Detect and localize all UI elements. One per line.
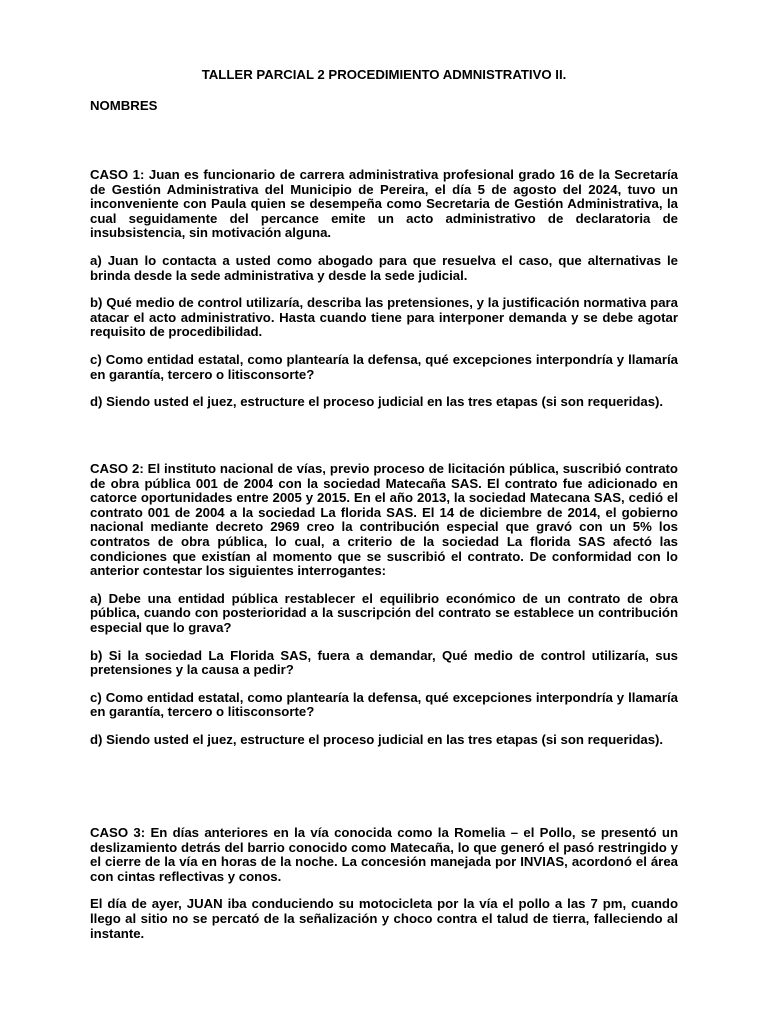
- caso-1-intro: CASO 1: Juan es funcionario de carrera administrativa profesional grado 16 de la Secretaría de Gestión Administrativa del Municipio de Pereira, el día 5 de agosto del 2024, tuvo un inconveniente con Paula quien se desempeña como Secretaria de Gestión Administrativa, la cual seguidamente del percance emite un acto administrativo de declaratoria de insubsistencia, sin motivación alguna.: [90, 167, 678, 241]
- caso-3-paragraph-2: El día de ayer, JUAN iba conduciendo su motocicleta por la vía el pollo a las 7 pm, cuando llego al sitio no se percató de la señalización y choco contra el talud de tierra, falleciendo al instante.: [90, 896, 678, 941]
- caso-2-question-d: d) Siendo usted el juez, estructure el proceso judicial en las tres etapas (si son requeridas).: [90, 731, 664, 747]
- caso-2-question-c: c) Como entidad estatal, como plantearía la defensa, qué excepciones interpondría y llamaría en garantía, tercero o litisconsorte?: [90, 689, 678, 720]
- document-title: TALLER PARCIAL 2 PROCEDIMIENTO ADMNISTRATIVO II.: [201, 67, 567, 82]
- caso-1-question-b: b) Qué medio de control utilizaría, describa las pretensiones, y la justificación normativa para atacar el acto administrativo. Hasta cuando tiene para interponer demanda y se debe agotar requisito de procedibilidad.: [90, 295, 678, 340]
- nombres-label: NOMBRES: [90, 98, 158, 113]
- caso-1-section: [90, 168, 678, 423]
- caso-1-question-c: c) Como entidad estatal, como plantearía la defensa, qué excepciones interpondría y llamaría en garantía, tercero o litisconsorte?: [90, 351, 678, 382]
- caso-2-question-a: a) Debe una entidad pública restablecer el equilibrio económico de un contrato de obra pública, cuando con posterioridad a la suscripción del contrato se establece un contribución especial que lo grava?: [90, 590, 678, 635]
- caso-2-section: [90, 462, 678, 761]
- caso-2-intro: CASO 2: El instituto nacional de vías, previo proceso de licitación pública, suscribió contrato de obra pública 001 de 2004 con la sociedad Matecaña SAS. El contrato fue adicionado en catorce oportunidades entre 2005 y 2015. En el año 2013, la sociedad Matecana SAS, cedió el contrato 001 de 2004 a la sociedad La florida SAS. El 14 de diciembre de 2014, el gobierno nacional mediante decreto 2969 creo la contribución especial que gravó con un 5% los contratos de obra pública, lo cual, a criterio de la sociedad La florida SAS afectó las condiciones que existían al momento que se suscribió el contrato. De conformidad con lo anterior contestar los siguientes interrogantes:: [90, 461, 678, 579]
- caso-1-question-d: d) Siendo usted el juez, estructure el proceso judicial en las tres etapas (si son requeridas).: [90, 394, 664, 410]
- caso-1-question-a: a) Juan lo contacta a usted como abogado para que resuelva el caso, que alternativas le brinda desde la sede administrativa y desde la sede judicial.: [90, 252, 678, 283]
- caso-3-section: [90, 826, 678, 954]
- caso-2-question-b: b) Si la sociedad La Florida SAS, fuera a demandar, Qué medio de control utilizaría, sus pretensiones y la causa a pedir?: [90, 647, 678, 678]
- caso-3-intro: CASO 3: En días anteriores en la vía conocida como la Romelia – el Pollo, se presentó un deslizamiento detrás del barrio conocido como Matecaña, lo que generó el pasó restringido y el cierre de la vía en horas de la noche. La concesión manejada por INVIAS, acordonó el área con cintas reflectivas y conos.: [90, 825, 678, 884]
